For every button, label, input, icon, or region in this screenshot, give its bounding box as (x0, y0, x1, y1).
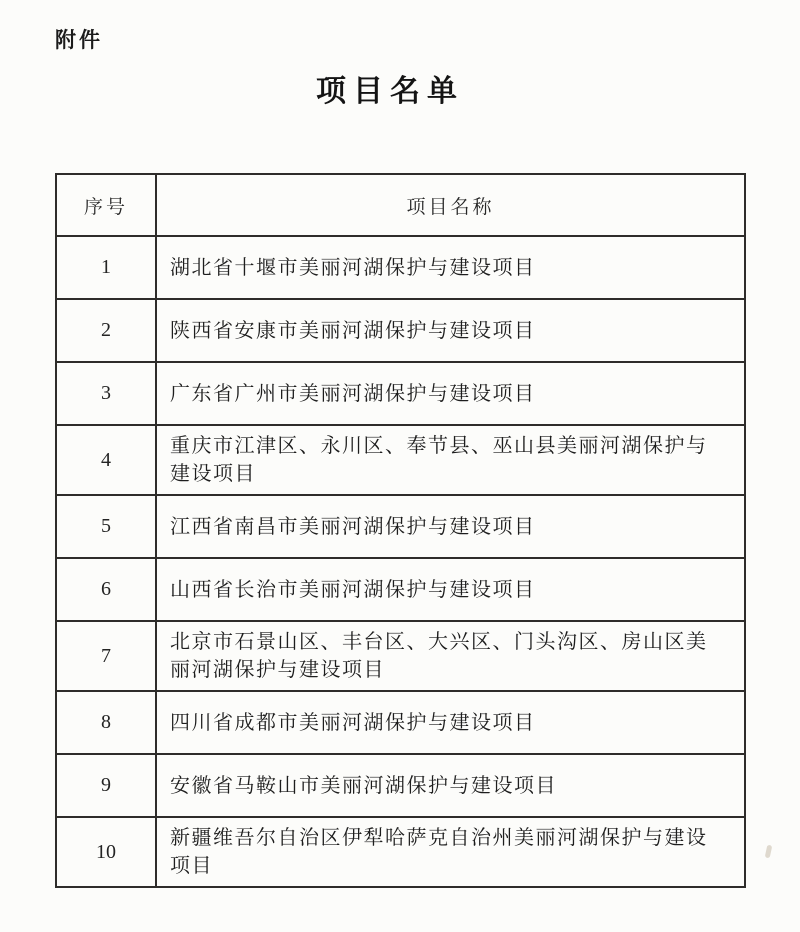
project-table (55, 173, 746, 888)
row-number-cell: 2 (56, 299, 156, 362)
project-name-cell: 江西省南昌市美丽河湖保护与建设项目 (156, 495, 745, 558)
row-number-cell: 9 (56, 754, 156, 817)
row-number-cell: 10 (56, 817, 156, 887)
table-row (56, 236, 745, 299)
row-number-cell: 7 (56, 621, 156, 691)
project-name-cell: 安徽省马鞍山市美丽河湖保护与建设项目 (156, 754, 745, 817)
row-number-cell: 8 (56, 691, 156, 754)
project-name-cell: 湖北省十堰市美丽河湖保护与建设项目 (156, 236, 745, 299)
row-number-cell: 5 (56, 495, 156, 558)
page-title: 项目名单 (316, 75, 464, 108)
table-row (56, 621, 745, 691)
project-name-cell: 重庆市江津区、永川区、奉节县、巫山县美丽河湖保护与建设项目 (156, 425, 745, 495)
table-row (56, 495, 745, 558)
project-name-cell: 北京市石景山区、丰台区、大兴区、门头沟区、房山区美丽河湖保护与建设项目 (156, 621, 745, 691)
project-name-cell: 四川省成都市美丽河湖保护与建设项目 (156, 691, 745, 754)
row-number-cell: 6 (56, 558, 156, 621)
column-header-name: 项目名称 (156, 174, 745, 236)
table-row (56, 754, 745, 817)
table-row (56, 299, 745, 362)
project-name-cell: 山西省长治市美丽河湖保护与建设项目 (156, 558, 745, 621)
table-row (56, 425, 745, 495)
table-row (56, 691, 745, 754)
table-row (56, 558, 745, 621)
row-number-cell: 3 (56, 362, 156, 425)
project-name-cell: 新疆维吾尔自治区伊犁哈萨克自治州美丽河湖保护与建设项目 (156, 817, 745, 887)
attachment-label: 附件 (55, 29, 103, 52)
table-body (56, 236, 745, 887)
project-name-cell: 陕西省安康市美丽河湖保护与建设项目 (156, 299, 745, 362)
column-header-no: 序号 (56, 174, 156, 236)
scan-artifact (765, 845, 773, 859)
table-row (56, 817, 745, 887)
row-number-cell: 1 (56, 236, 156, 299)
table-row (56, 362, 745, 425)
project-name-cell: 广东省广州市美丽河湖保护与建设项目 (156, 362, 745, 425)
row-number-cell: 4 (56, 425, 156, 495)
table-header-row (56, 174, 745, 236)
